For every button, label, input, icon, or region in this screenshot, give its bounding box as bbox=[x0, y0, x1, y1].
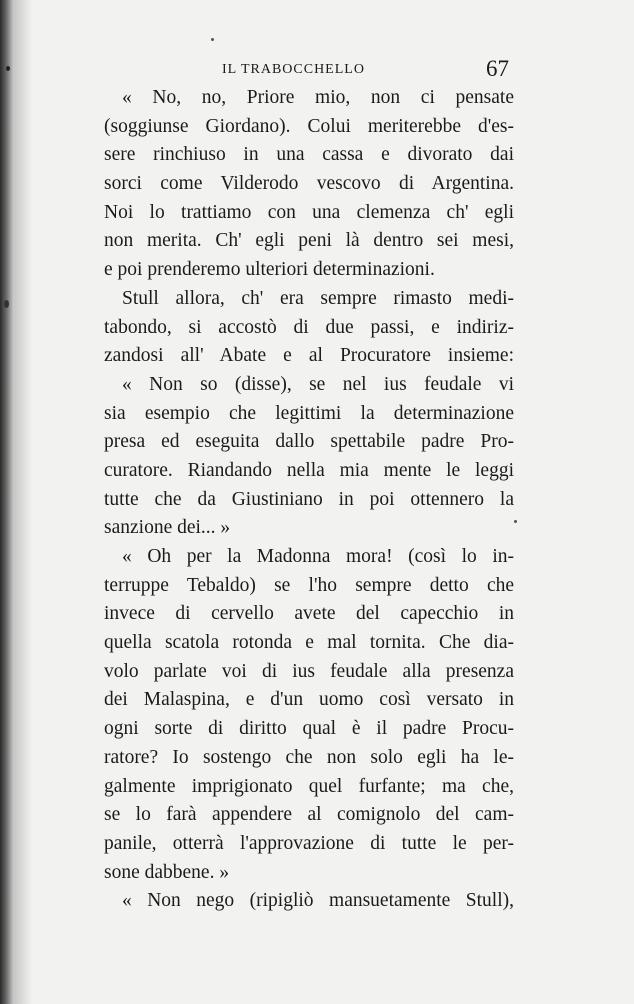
text-line: sone dabbene. » bbox=[104, 861, 230, 883]
text-line: panile, otterrà l'approvazione di tutte le per- bbox=[104, 832, 514, 854]
text-line: invece di cervello avete del capecchio in bbox=[104, 603, 514, 625]
paper-speck bbox=[514, 520, 517, 523]
text-line: volo parlate voi di ius feudale alla presenza bbox=[104, 660, 514, 682]
text-line: ogni sorte di diritto qual è il padre Procu- bbox=[104, 718, 514, 740]
text-line: tabondo, si accostò di due passi, e indiriz- bbox=[104, 316, 514, 338]
text-line: sere rinchiuso in una cassa e divorato dai bbox=[104, 144, 514, 166]
text-line: non merita. Ch' egli peni là dentro sei mesi, bbox=[104, 230, 514, 252]
gutter-shadow bbox=[14, 0, 32, 1004]
text-line: Stull allora, ch' era sempre rimasto medi- bbox=[122, 287, 514, 309]
text-line: zandosi all' Abate e al Procuratore insieme: bbox=[104, 345, 514, 367]
text-line: « Oh per la Madonna mora! (così lo in- bbox=[122, 546, 514, 567]
text-line: se lo farà appendere al comignolo del cam- bbox=[104, 804, 514, 826]
text-line: « No, no, Priore mio, non ci pensate bbox=[122, 87, 514, 108]
paper-speck bbox=[4, 300, 9, 308]
running-title: IL TRABOCCHELLO bbox=[222, 62, 365, 77]
body-text bbox=[104, 84, 514, 916]
text-line: tutte che da Giustiniano in poi ottennero la bbox=[104, 488, 514, 510]
text-line: presa ed eseguita dallo spettabile padre Pro- bbox=[104, 431, 514, 453]
text-line: ratore? Io sostengo che non solo egli ha le- bbox=[104, 746, 514, 768]
text-line: e poi prenderemo ulteriori determinazioni. bbox=[104, 259, 435, 281]
paper-speck bbox=[6, 66, 10, 71]
text-line: (soggiunse Giordano). Colui meriterebbe d'es- bbox=[104, 115, 514, 137]
book-spine-shadow bbox=[0, 0, 14, 1004]
paper-speck bbox=[211, 38, 214, 41]
text-line: sia esempio che legittimi la determinazione bbox=[104, 402, 514, 424]
page-number: 67 bbox=[486, 56, 509, 81]
text-line: sanzione dei... » bbox=[104, 517, 231, 539]
text-line: curatore. Riandando nella mia mente le leggi bbox=[104, 459, 514, 481]
text-line: sorci come Vilderodo vescovo di Argentina. bbox=[104, 173, 514, 195]
text-line: dei Malaspina, e d'un uomo così versato in bbox=[104, 689, 514, 711]
text-line: quella scatola rotonda e mal tornita. Che dia- bbox=[104, 632, 514, 654]
text-line: Noi lo trattiamo con una clemenza ch' egli bbox=[104, 201, 514, 223]
text-line: terruppe Tebaldo) se l'ho sempre detto che bbox=[104, 574, 514, 596]
text-line: « Non so (disse), se nel ius feudale vi bbox=[122, 373, 514, 395]
text-line: galmente imprigionato quel furfante; ma che, bbox=[104, 775, 514, 797]
text-line: « Non nego (ripigliò mansuetamente Stull), bbox=[122, 890, 514, 912]
